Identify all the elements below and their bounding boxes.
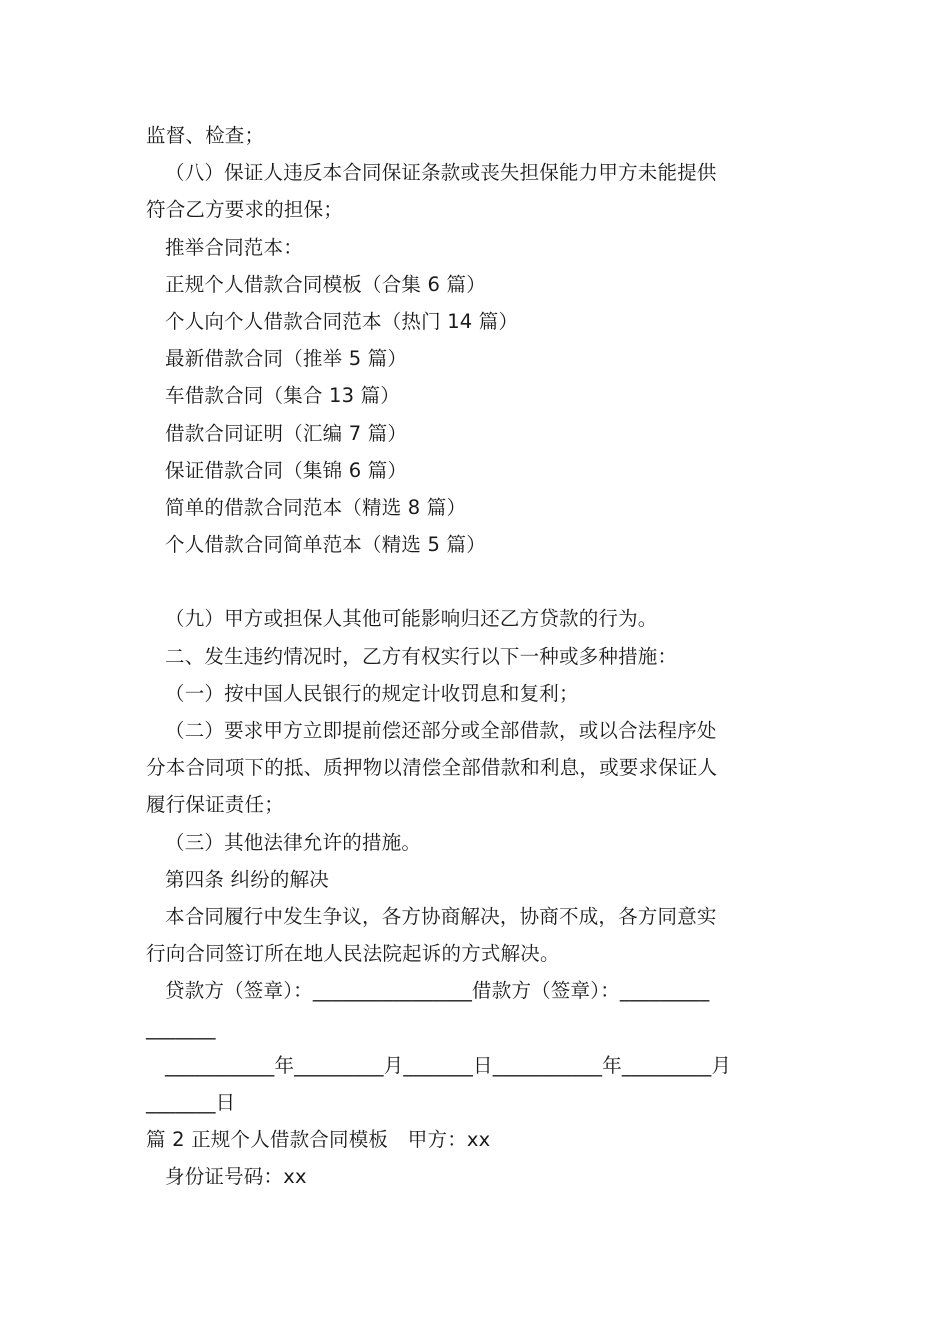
recommended-template-item: 个人向个人借款合同范本（热门 14 篇） (165, 309, 519, 333)
text-line: （三）其他法律允许的措施。 (165, 830, 422, 854)
text-line: （九）甲方或担保人其他可能影响归还乙方贷款的行为。 (165, 607, 658, 631)
recommended-template-item: 车借款合同（集合 13 篇） (165, 384, 401, 408)
recommended-template-item: 正规个人借款合同模板（合集 6 篇） (165, 272, 486, 296)
recommended-template-item: 借款合同证明（汇编 7 篇） (165, 421, 408, 445)
text-line: 身份证号码：xx (165, 1165, 307, 1189)
text-line: （二）要求甲方立即提前偿还部分或全部借款，或以合法程序处 (165, 719, 717, 742)
blank-line (146, 563, 806, 600)
text-line: 监督、检查； (146, 124, 265, 147)
document-body (146, 117, 806, 1195)
text-line: 本合同履行中发生争议，各方协商解决，协商不成，各方同意实 (165, 904, 717, 928)
recommended-template-item: 简单的借款合同范本（精选 8 篇） (165, 495, 467, 519)
text-line: 推举合同范本： (165, 235, 303, 259)
date-line: _______日 (146, 1090, 236, 1114)
text-line: 符合乙方要求的担保； (146, 198, 344, 222)
text-line: 二、发生违约情况时，乙方有权实行以下一种或多种措施： (165, 644, 678, 668)
date-line: ___________年_________月_______日___________年_________月 (165, 1053, 732, 1077)
text-line: 履行保证责任； (146, 793, 284, 817)
recommended-template-item: 保证借款合同（集锦 6 篇） (165, 458, 408, 482)
text-line: 行向合同签订所在地人民法院起诉的方式解决。 (146, 942, 560, 966)
text-line: （八）保证人违反本合同保证条款或丧失担保能力甲方未能提供 (165, 161, 717, 185)
text-line: （一）按中国人民银行的规定计收罚息和复利； (165, 681, 579, 705)
recommended-template-item: 个人借款合同简单范本（精选 5 篇） (165, 533, 486, 557)
text-line: 篇 2 正规个人借款合同模板 甲方：xx (146, 1128, 491, 1152)
section-heading: 第四条 纠纷的解决 (165, 867, 329, 891)
text-line: 分本合同项下的抵、质押物以清偿全部借款和利息，或要求保证人 (146, 756, 718, 780)
signature-line: 贷款方（签章）：________________借款方（签章）：_________ (165, 979, 710, 1003)
signature-line: _______ (146, 1016, 216, 1040)
recommended-template-item: 最新借款合同（推举 5 篇） (165, 347, 408, 371)
